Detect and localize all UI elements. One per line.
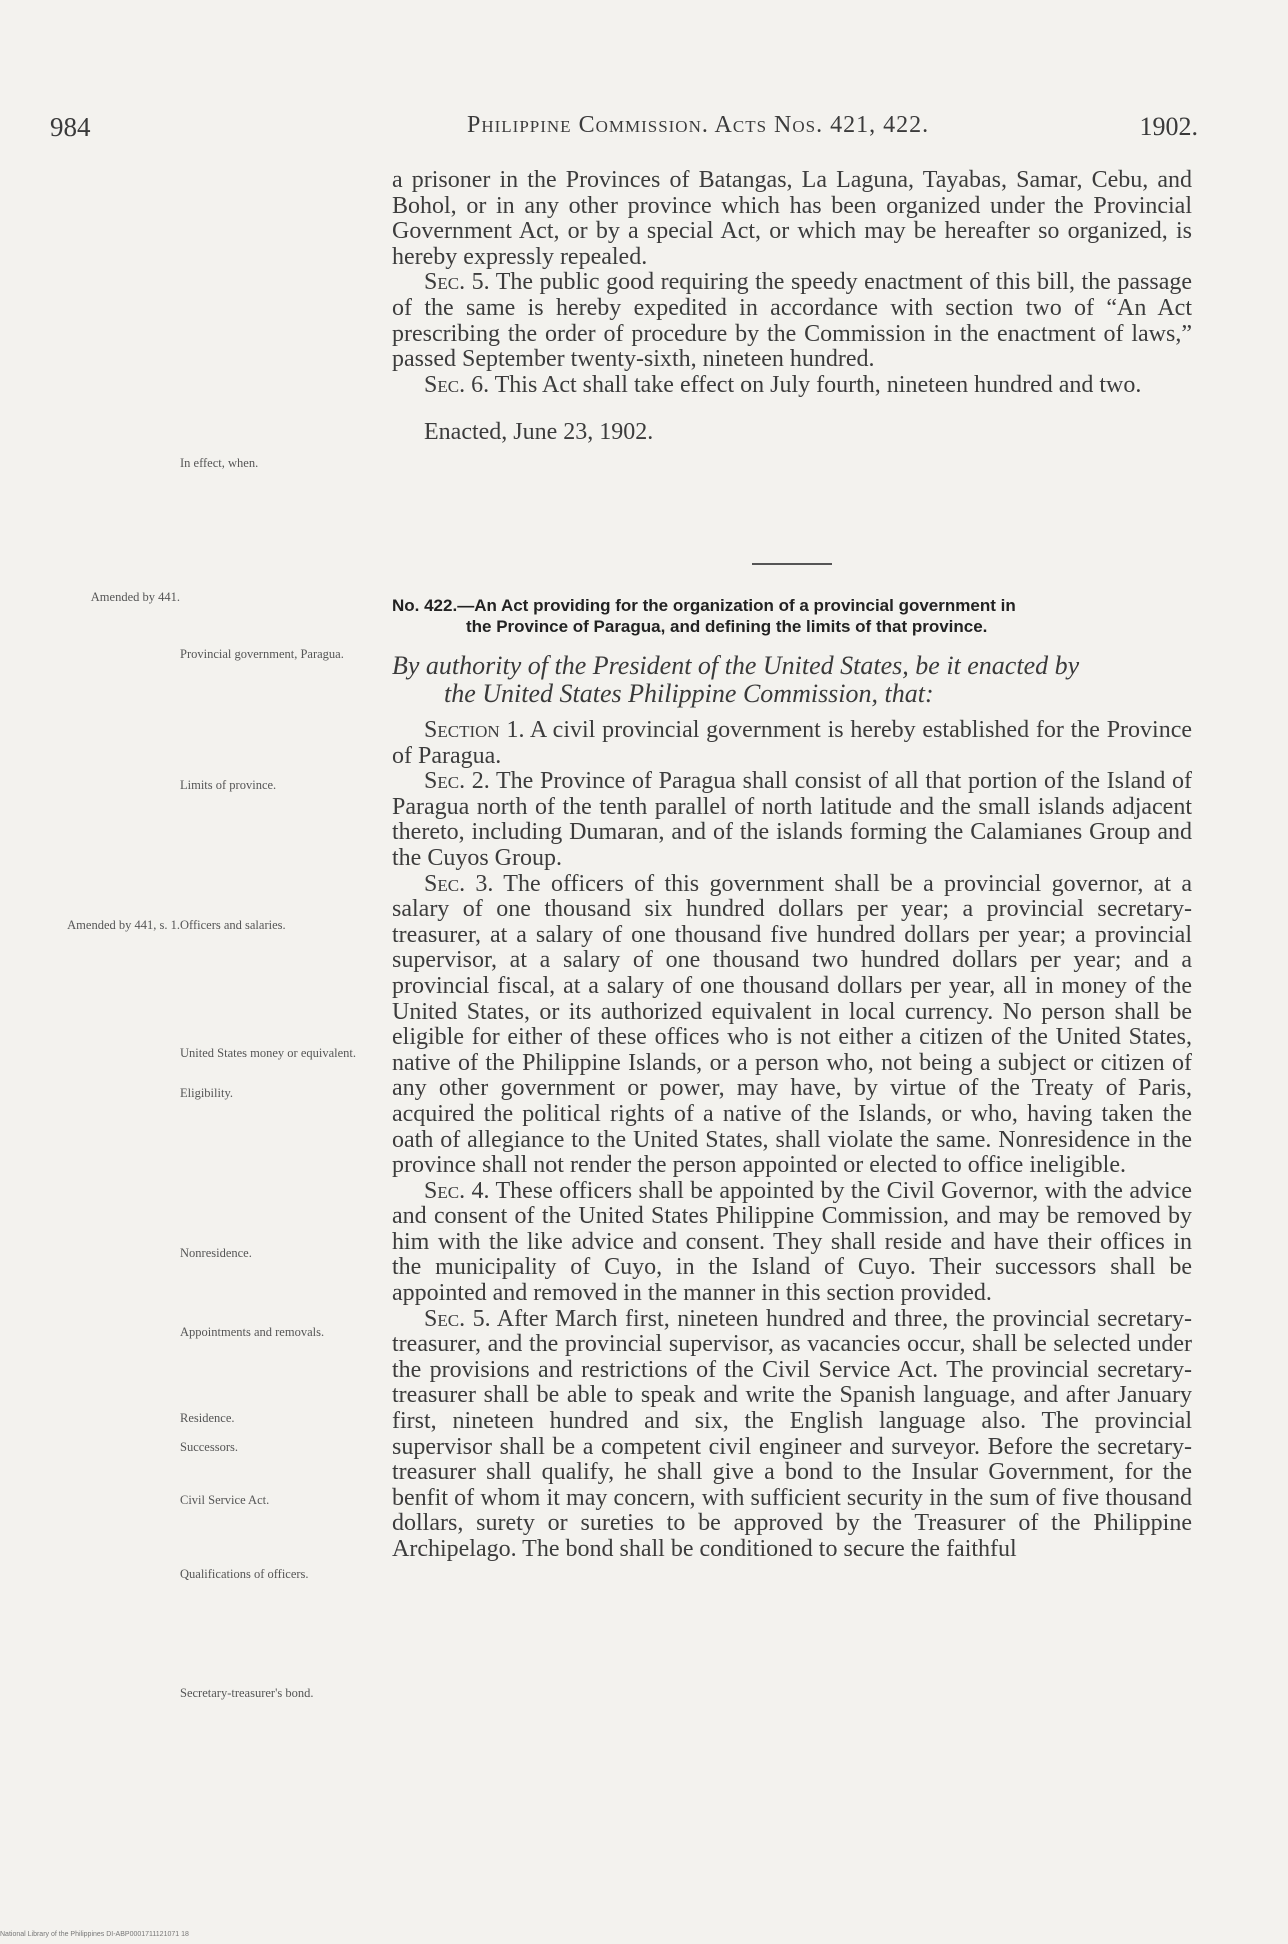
page-header (50, 112, 1198, 146)
margin-note-successors: Successors. (180, 1440, 238, 1454)
enacting-clause (392, 652, 1192, 708)
running-head: Philippine Commission. Acts Nos. 421, 422. (467, 112, 930, 138)
margin-note-limits: Limits of province. (180, 778, 277, 792)
section-6-paragraph (392, 373, 1192, 399)
section-5-paragraph (392, 270, 1192, 372)
section-text: A civil provincial government is hereby established for the Province of Paragua. (392, 717, 1193, 769)
section-3-paragraph (392, 872, 1192, 1179)
margin-note-nonresidence: Nonresidence. (180, 1246, 252, 1260)
margin-note-us-money: United States money or equivalent. (180, 1046, 357, 1060)
enacted-date: Enacted, June 23, 1902. (424, 419, 654, 446)
section-2-paragraph (392, 769, 1192, 871)
margin-note-bond: Secretary-treasurer's bond. (180, 1686, 314, 1700)
margin-note-residence: Residence. (180, 1411, 235, 1425)
act-title-line-2: the Province of Paragua, and defining the limits of that province. (466, 617, 988, 636)
section-label: Sec. 3. (424, 870, 494, 897)
enacting-line-2: the United States Philippine Commission, that: (444, 679, 934, 708)
section-text: The public good requiring the speedy enactment of this bill, the passage of the same is hereby expedited in accordance with section two of “An Act prescribing the order of procedure by the Commission in the enactment of laws,” passed September twenty-sixth, nineteen hundred. (392, 269, 1193, 373)
margin-note-appointments: Appointments and removals. (180, 1325, 325, 1339)
section-label: Sec. 2. (424, 768, 490, 795)
section-1-paragraph (392, 718, 1192, 769)
scan-footer: National Library of the Philippines DI-ABP0001711121071 18 (0, 1931, 189, 1938)
act-422-title (392, 595, 1192, 637)
section-text: This Act shall take effect on July fourth, nineteen hundred and two. (489, 371, 1142, 398)
section-text: The Province of Paragua shall consist of all that portion of the Island of Paragua north of the tenth parallel of north latitude and the small islands adjacent thereto, including Dumaran, and of the islands forming the Calamianes Group and the Cuyos Group. (392, 768, 1192, 871)
margin-note-officers: Officers and salaries. (180, 918, 286, 932)
margin-note-provincial-government: Provincial government, Paragua. (180, 647, 344, 661)
page-number: 984 (50, 112, 91, 142)
header-year: 1902. (1139, 112, 1198, 141)
separator-rule (752, 563, 832, 565)
margin-note-amended: Amended by 441. (90, 590, 180, 604)
margin-note-in-effect: In effect, when. (180, 456, 259, 470)
margin-note-civil-service: Civil Service Act. (180, 1493, 270, 1507)
act-422-body (392, 718, 1192, 1563)
margin-note-amended-s1: Amended by 441, s. 1. (67, 918, 180, 932)
section-label: Sec. 5. (424, 1305, 491, 1332)
section-text: After March first, nineteen hundred and three, the provincial secretary-treasurer, and the provincial supervisor, as vacancies occur, shall be selected under the provisions and restrictions of the Civil Service Act. The provincial secretary-treasurer shall be able to speak and write the Spanish language, and after January first, nineteen hundred and six, the English language also. The provincial supervisor shall be a competent civil engineer and surveyor. Before the secretary-treasurer shall qualify, he shall give a bond to the Insular Government, for the benfit of whom it may concern, with sufficient security in the sum of five thousand dollars, surety or sureties to be approved by the Treasurer of the Philippine Archipelago. The bond shall be conditioned to secure the faithful (392, 1305, 1192, 1562)
act-421-tail (392, 168, 1192, 446)
paragraph-repeal: a prisoner in the Provinces of Batangas, La Laguna, Tayabas, Samar, Cebu, and Bohol, or in any other province which has been organized under the Provincial Government Act, or by a special Act, or which may be hereafter so organized, is hereby expressly repealed. (392, 167, 1192, 270)
section-text: The officers of this government shall be a provincial governor, at a salary of one thousand six hundred dollars per year; a provincial secretary-treasurer, at a salary of one thousand five hundred dollars per year; a provincial supervisor, at a salary of one thousand two hundred dollars per year; and a provincial fiscal, at a salary of one thousand dollars per year, all in money of the United States, or its authorized equivalent in local currency. No person shall be eligible for either of these offices who is not either a citizen of the United States, native of the Philippine Islands, or a person who, not being a subject or citizen of any other government or power, may have, by virtue of the Treaty of Paris, acquired the political rights of a native of the Islands, or who, having taken the oath of allegiance to the United States, shall violate the same. Nonresidence in the province shall not render the person appointed or elected to office ineligible. (392, 870, 1192, 1179)
section-label: Sec. 6. (424, 371, 490, 398)
section-label: Sec. 4. (424, 1177, 490, 1204)
margin-note-qualifications: Qualifications of officers. (180, 1567, 309, 1581)
margin-note-eligibility: Eligibility. (180, 1086, 234, 1100)
section-4-paragraph (392, 1179, 1192, 1307)
section-text: These officers shall be appointed by the Civil Governor, with the advice and consent of the United States Philippine Commission, and may be removed by him with the like advice and consent. They shall reside and have their offices in the municipality of Cuyo, in the Island of Cuyo. Their successors shall be appointed and removed in the manner in this section provided. (392, 1177, 1192, 1307)
section-5-paragraph (392, 1307, 1192, 1563)
act-title-line-1: No. 422.—An Act providing for the organization of a provincial government in (392, 596, 1016, 615)
section-label: Section 1. (424, 717, 525, 743)
section-label: Sec. 5. (424, 269, 490, 296)
enacting-line-1: By authority of the President of the United States, be it enacted by (392, 651, 1080, 680)
